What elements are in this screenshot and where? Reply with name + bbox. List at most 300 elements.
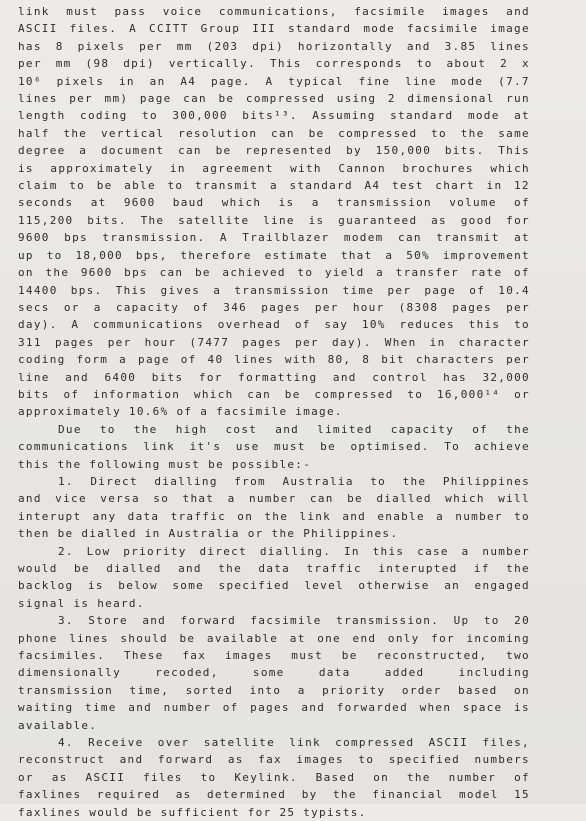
word: The (140, 213, 165, 227)
word: has (18, 39, 42, 53)
word: the (402, 474, 427, 488)
word: 3. (58, 614, 74, 628)
word: should (120, 631, 168, 645)
word: per (506, 353, 530, 367)
word: capacity (115, 300, 180, 314)
word: the (63, 126, 88, 140)
word: 2 (500, 57, 508, 71)
text-line (18, 699, 530, 716)
word: data (318, 666, 351, 680)
word: will (498, 492, 530, 506)
word: the (45, 266, 70, 280)
word: on (514, 683, 530, 697)
word: it's (189, 440, 222, 454)
text-line (18, 630, 530, 647)
word: pixels (56, 74, 105, 88)
word: a (119, 353, 128, 367)
word: must (66, 5, 98, 18)
word: the (333, 788, 357, 802)
word: 1. (58, 474, 74, 488)
word: formatting (238, 370, 318, 384)
word: of (222, 701, 239, 715)
word: a (436, 509, 445, 523)
word: be (215, 144, 232, 158)
text-line (18, 20, 530, 37)
word: 9600 (123, 196, 156, 210)
word: or (63, 300, 80, 314)
text-line (18, 38, 530, 55)
word: some (172, 579, 205, 593)
word: high (175, 422, 208, 436)
word: test (391, 179, 424, 193)
word: for (506, 213, 530, 227)
word: of (294, 318, 311, 332)
word: Trailblazer (242, 231, 330, 245)
word: vertical (100, 126, 165, 140)
word: in (429, 335, 446, 349)
word: (8308 (398, 300, 439, 314)
word: bps (124, 266, 148, 280)
word: is (308, 213, 325, 227)
word: and (119, 753, 144, 767)
word: compressed (335, 736, 415, 750)
word: baud (172, 196, 205, 210)
word: 18,000 (75, 248, 123, 262)
word: order (401, 683, 442, 697)
text-line (18, 160, 530, 177)
word: lines (490, 39, 530, 53)
word: a (376, 266, 385, 280)
word: and (18, 492, 42, 506)
text-line (18, 229, 530, 246)
word: and (301, 701, 326, 715)
word: reduces (399, 318, 455, 332)
text-line (18, 369, 530, 386)
word: form (76, 353, 109, 367)
word: otherwise (358, 579, 430, 593)
word: files, (482, 736, 530, 750)
word: This (269, 57, 302, 71)
word: model (459, 788, 499, 802)
word: image (490, 22, 530, 36)
word: space (462, 701, 503, 715)
word: per (295, 335, 319, 349)
text-line (18, 386, 530, 403)
word: day). (332, 335, 372, 349)
word: Based (315, 770, 356, 784)
word: seconds (18, 196, 74, 210)
word: good (460, 213, 493, 227)
word: be (96, 179, 113, 193)
word: specified (388, 753, 461, 767)
word: 9600 (80, 266, 113, 280)
word: level (304, 579, 344, 593)
word: facsimile (250, 614, 322, 628)
word: mm) (104, 92, 129, 106)
word: an (444, 579, 461, 593)
word: 20 (514, 614, 530, 628)
word: a (311, 196, 320, 210)
word: standard (289, 179, 353, 193)
word: at (514, 231, 530, 245)
word: 3.85 (444, 39, 477, 53)
word: faxlines (18, 788, 82, 802)
word: transmission (18, 683, 114, 697)
word: III (252, 22, 276, 36)
word: A (219, 231, 228, 245)
word: be (284, 387, 301, 401)
word: to (46, 248, 63, 262)
word: on (373, 770, 390, 784)
word: per (69, 92, 93, 106)
word: 4. (58, 736, 74, 750)
word: document (100, 144, 165, 158)
word: to (370, 474, 387, 488)
word: typical (288, 74, 344, 88)
word: brochures (402, 161, 474, 175)
word: To (444, 440, 461, 454)
word: satellite (203, 736, 275, 750)
word: the (264, 509, 289, 523)
word: A (71, 318, 80, 332)
word: character (458, 335, 530, 349)
text-line (18, 142, 530, 159)
word: over (157, 736, 190, 750)
word: number (455, 509, 503, 523)
word: Australia (282, 474, 354, 488)
word: direct (199, 544, 248, 558)
text-line (18, 490, 530, 507)
word: is (514, 701, 530, 715)
word: represented (245, 144, 333, 158)
word: horizontally (297, 39, 393, 53)
word: hour (144, 335, 177, 349)
text-line (18, 734, 530, 751)
word: transmission (234, 283, 330, 297)
word: line (263, 213, 295, 227)
text-line (18, 316, 530, 333)
word: pixels (77, 39, 126, 53)
word: of (514, 770, 530, 784)
word: (98 (85, 57, 110, 71)
word: files (143, 770, 183, 784)
word: 16,000¹⁴ (436, 387, 501, 401)
word: ASCII (428, 736, 469, 750)
word: estimate (264, 248, 328, 262)
word: 10.4 (498, 283, 530, 297)
word: be (320, 440, 337, 454)
word: resolution (178, 126, 258, 140)
word: to (407, 387, 424, 401)
word: half (18, 126, 50, 140)
word: the (218, 562, 243, 575)
word: 12 (513, 179, 530, 193)
word: financial (372, 788, 444, 802)
word: standard (287, 22, 352, 36)
word: rate (470, 266, 503, 280)
word: numbers (474, 753, 530, 767)
word: be (179, 631, 196, 645)
word: link (18, 5, 50, 18)
word: any (92, 509, 117, 523)
word: time (85, 701, 117, 715)
word: chart (435, 179, 475, 193)
word: control (372, 370, 428, 384)
word: x (521, 57, 530, 71)
word: improvement (442, 248, 530, 262)
word: compressed (338, 126, 418, 140)
word: overhead (217, 318, 282, 332)
word: images (224, 649, 273, 663)
word: guaranteed (338, 213, 418, 227)
word: This (115, 283, 148, 297)
text-line (18, 612, 530, 629)
word: would (18, 562, 58, 575)
word: two (506, 649, 530, 663)
word: claim (18, 179, 58, 193)
word: time, (129, 683, 170, 697)
word: be (194, 266, 211, 280)
text-line (18, 438, 530, 455)
word: on (18, 266, 34, 280)
word: say (324, 318, 349, 332)
word: can (183, 92, 207, 106)
word: A (129, 22, 138, 36)
word: same (498, 126, 530, 140)
text-line (18, 473, 530, 490)
word: in (169, 161, 186, 175)
word: Store (88, 614, 128, 628)
word: limited (317, 422, 373, 436)
word: that (182, 492, 215, 506)
word: time (342, 283, 375, 297)
word: lines (234, 353, 274, 367)
word: 8 (55, 39, 64, 53)
word: number (448, 770, 497, 784)
word: bps. (70, 283, 103, 297)
word: 80, (327, 353, 352, 367)
word: and (178, 562, 202, 575)
word: priority (123, 544, 187, 558)
word: modem (343, 231, 384, 245)
word: can (309, 492, 334, 506)
text-line (18, 647, 530, 664)
word: end (352, 631, 377, 645)
word: from (234, 474, 266, 488)
word: a (385, 248, 394, 262)
word: as (431, 213, 447, 227)
text-line (18, 543, 530, 560)
word: reconstruct (18, 753, 106, 767)
word: communications (18, 440, 129, 454)
word: facsimiles. (18, 649, 106, 663)
document-body (18, 3, 530, 821)
word: mode (451, 74, 484, 88)
word: a (227, 492, 236, 506)
word: dialling. (259, 544, 332, 558)
word: able (124, 179, 156, 193)
word: length (18, 109, 66, 123)
word: coding (18, 353, 66, 367)
word: the (133, 422, 158, 436)
word: to (167, 179, 184, 193)
word: required (96, 788, 161, 802)
text-line (18, 299, 530, 316)
word: information (93, 387, 181, 401)
word: can (398, 231, 422, 245)
text-line: approximately 10.6% of a facsimile image. (18, 405, 343, 419)
word: by (346, 144, 362, 158)
word: the (506, 422, 530, 436)
word: bps, (135, 248, 168, 262)
word: of (472, 422, 489, 436)
word: Assuming (312, 109, 376, 123)
word: is (278, 196, 295, 210)
word: forward (180, 614, 236, 628)
text-line (18, 751, 530, 768)
text-line (18, 264, 530, 281)
word: interupt (18, 509, 82, 523)
word: mm (55, 57, 72, 71)
word: at (514, 109, 530, 123)
word: can (178, 144, 202, 158)
word: with (284, 353, 317, 367)
word: be (74, 562, 90, 575)
word: is (18, 161, 34, 175)
word: for (431, 631, 455, 645)
word: a (269, 179, 278, 193)
text-line (18, 212, 530, 229)
word: into (249, 683, 282, 697)
word: about (446, 57, 487, 71)
word: with (290, 161, 322, 175)
word: fine (358, 74, 391, 88)
word: images (442, 5, 490, 18)
text-line (18, 90, 530, 107)
word: the (506, 562, 530, 575)
word: page (424, 283, 457, 297)
word: mode (467, 109, 500, 123)
text-line (18, 107, 530, 124)
word: fax (182, 649, 207, 663)
word: A4 (364, 179, 381, 193)
word: be (308, 126, 325, 140)
text-line (18, 282, 530, 299)
word: and (506, 5, 530, 18)
word: of (193, 300, 210, 314)
word: page (138, 353, 170, 367)
word: incoming (466, 631, 530, 645)
word: a (93, 300, 102, 314)
text-line: available. (18, 718, 98, 732)
word: When (384, 335, 417, 349)
word: bits. (444, 144, 485, 158)
word: transfer (395, 266, 460, 280)
word: traffic (306, 562, 362, 575)
word: determined (207, 788, 287, 802)
word: coding (80, 109, 128, 123)
word: in (118, 74, 135, 88)
word: and (406, 39, 431, 53)
word: this (372, 544, 405, 558)
word: to (200, 770, 217, 784)
word: be (218, 92, 235, 106)
word: traffic (170, 509, 227, 523)
word: sorted (185, 683, 234, 697)
word: Keylink. (234, 770, 298, 784)
word: to (358, 753, 375, 767)
word: Receive (88, 736, 144, 750)
word: dialled (106, 562, 162, 575)
word: if (473, 562, 490, 575)
word: degree (18, 144, 66, 158)
word: up (18, 248, 34, 262)
text-line (18, 560, 530, 577)
word: to (99, 422, 116, 436)
word: and (142, 614, 167, 628)
word: when (419, 701, 452, 715)
word: transmission. (102, 231, 206, 245)
word: 6400 (104, 370, 137, 384)
word: at (90, 196, 107, 210)
word: can (247, 387, 272, 401)
word: by (301, 788, 318, 802)
word: gives (160, 283, 201, 297)
text-line (18, 421, 530, 438)
word: based (457, 683, 498, 697)
word: bits¹³. (242, 109, 298, 123)
word: of (514, 196, 530, 210)
word: which (193, 387, 234, 401)
word: vice (55, 492, 87, 506)
word: to (483, 614, 500, 628)
word: therefore (180, 248, 252, 262)
word: 14400 (18, 283, 58, 297)
word: hour (352, 300, 385, 314)
word: dialling (154, 474, 218, 488)
word: can (159, 266, 184, 280)
word: a (213, 283, 222, 297)
text-line (18, 664, 530, 681)
word: dpi) (252, 39, 284, 53)
word: for (198, 370, 223, 384)
word: fax (258, 753, 282, 767)
word: per (506, 300, 530, 314)
word: to (514, 509, 530, 523)
word: line (405, 74, 437, 88)
word: forwarded (336, 701, 409, 715)
word: so (153, 492, 170, 506)
word: communications (93, 318, 204, 332)
word: ASCII (85, 770, 126, 784)
word: Low (86, 544, 111, 558)
word: run (506, 92, 530, 106)
word: voice (162, 5, 203, 18)
word: versa (100, 492, 140, 506)
word: which (221, 196, 262, 210)
word: must (273, 440, 306, 454)
word: specified (218, 579, 290, 593)
word: Direct (90, 474, 138, 488)
word: 8 (362, 353, 371, 367)
word: transmit (436, 231, 500, 245)
word: on (237, 509, 254, 523)
word: dimensionally (18, 666, 121, 680)
word: bit (381, 353, 405, 367)
word: of (63, 387, 80, 401)
word: reconstructed, (376, 649, 488, 663)
word: pass (114, 5, 147, 18)
